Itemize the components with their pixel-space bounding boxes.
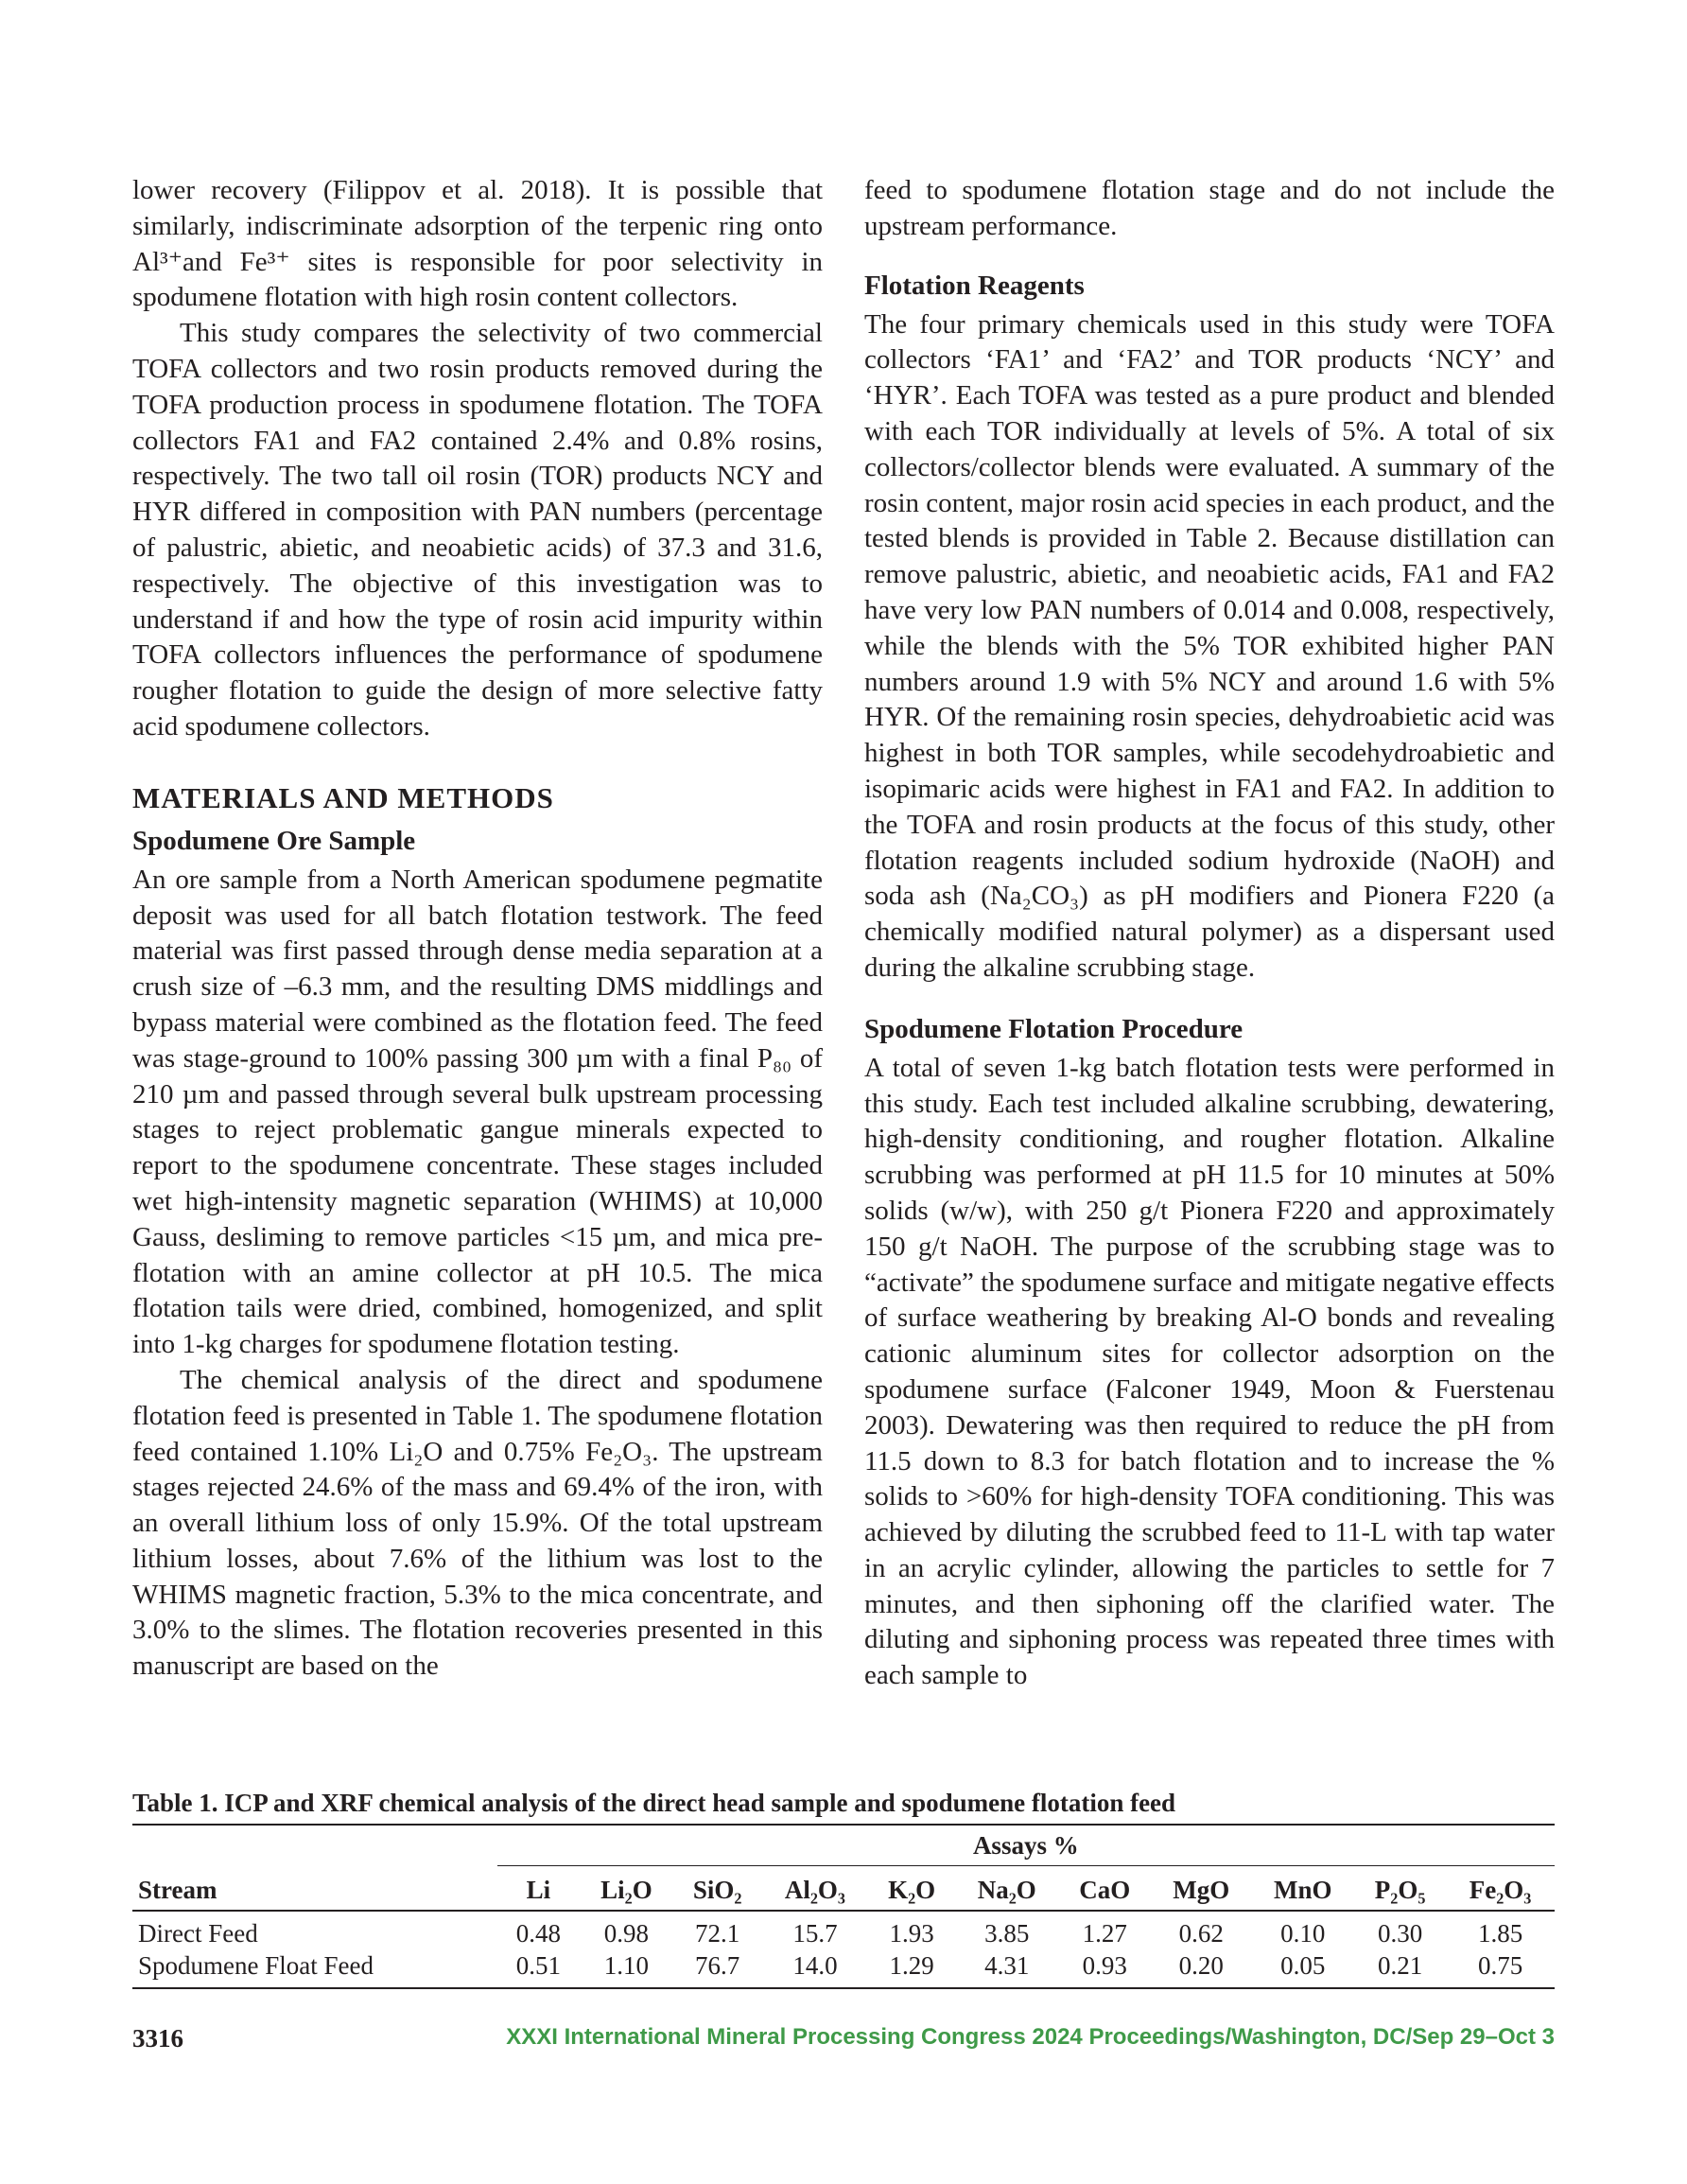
column-header: Al₂O₃ <box>784 1876 846 1904</box>
column-header: Li₂O <box>600 1876 652 1904</box>
stream-cell: Spodumene Float Feed <box>138 1951 374 1980</box>
value-cell: 0.30 <box>1377 1919 1423 1948</box>
paragraph: lower recovery (Filippov et al. 2018). It is possible that similarly, indiscriminate adsorption of the terpenic ring onto Al³⁺and Fe³⁺ sites is responsible for poor selectivity in spodumene flotation with high rosin content collectors. <box>132 175 823 313</box>
value-cell: 14.0 <box>792 1951 838 1980</box>
paragraph: The four primary chemicals used in this study were TOFA collectors ‘FA1’ and ‘FA2’ and TOR products ‘NCY’ and ‘HYR’. Each TOFA was tested as a pure product and blended with each TOR individually at levels of 5%. A total of six collectors/collector blends were evaluated. A summary of the rosin content, major rosin acid species in each product, and the tested blends is provided in Table 2. Because distillation can remove palustric, abietic, and neoabietic acids, FA1 and FA2 have very low PAN numbers of 0.014 and 0.008, respectively, while the blends with the 5% TOR exhibited higher PAN numbers around 1.9 with 5% NCY and around 1.6 with 5% HYR. Of the remaining rosin species, dehydroabietic acid was highest in both TOR samples, while secodehydroabietic and isopimaric acids were highest in FA1 and FA2. In addition to the TOFA and rosin products at the focus of this study, other flotation reagents included sodium hydroxide (NaOH) and soda ash (Na₂CO₃) as pH modifiers and Pionera F220 (a chemically modified natural polymer) as a dispersant used during the alkaline scrubbing stage. <box>864 308 1555 983</box>
footer-title: XXXI International Mineral Processing Congress 2024 Proceedings/Washington, DC/Sep 29–Oct 3 <box>506 2024 1555 2050</box>
value-cell: 15.7 <box>792 1919 838 1948</box>
paragraph: The chemical analysis of the direct and spodumene flotation feed is presented in Table 1. The spodumene flotation feed contained 1.10% Li₂O and 0.75% Fe₂O₃. The upstream stages rejected 24.6% of the mass and 69.4% of the iron, with an overall lithium loss of only 15.9%. Of the total upstream lithium losses, about 7.6% of the lithium was lost to the WHIMS magnetic fraction, 5.3% to the mica concentrate, and 3.0% to the slimes. The flotation recoveries presented in this manuscript are based on the <box>132 1364 823 1682</box>
column-header: P₂O₅ <box>1374 1876 1426 1904</box>
page-number: 3316 <box>132 2024 183 2053</box>
value-cell: 0.51 <box>515 1951 562 1980</box>
column-header: Fe₂O₃ <box>1469 1876 1532 1904</box>
value-cell: 1.85 <box>1477 1919 1523 1948</box>
assay-table <box>132 1824 1555 1989</box>
table-row <box>132 1911 1555 1949</box>
value-cell: 0.10 <box>1280 1919 1326 1948</box>
column-header: SiO₂ <box>692 1876 742 1904</box>
value-cell: 0.05 <box>1280 1951 1326 1980</box>
assays-group-header: Assays % <box>497 1825 1555 1866</box>
value-cell: 3.85 <box>984 1919 1030 1948</box>
page-footer <box>132 2024 1555 2062</box>
column-header: CaO <box>1079 1876 1131 1904</box>
subsection-heading: Flotation Reagents <box>864 270 1085 301</box>
value-cell: 76.7 <box>695 1951 740 1980</box>
section-heading: MATERIALS AND METHODS <box>132 780 554 814</box>
value-cell: 1.10 <box>603 1951 650 1980</box>
column-header: Na₂O <box>977 1876 1036 1904</box>
value-cell: 0.21 <box>1377 1951 1423 1980</box>
value-cell: 0.75 <box>1477 1951 1523 1980</box>
value-cell: 1.27 <box>1082 1919 1127 1948</box>
paragraph: A total of seven 1-kg batch flotation tests were performed in this study. Each test included alkaline scrubbing, dewatering, high-density conditioning, and rougher flotation. Alkaline scrubbing was performed at pH 11.5 for 10 minutes at 50% solids (w/w), with 250 g/t Pionera F220 and approximately 150 g/t NaOH. The purpose of the scrubbing stage was to “activate” the spodumene surface and mitigate negative effects of surface weathering by breaking Al-O bonds and revealing cationic aluminum sites for collector adsorption on the spodumene surface (Falconer 1949, Moon & Fuerstenau 2003). Dewatering was then required to reduce the pH from 11.5 down to 8.3 for batch flotation and to increase the % solids to >60% for high-density TOFA conditioning. This was achieved by diluting the scrubbed feed to 11-L with tap water in an acrylic cylinder, allowing the particles to settle for 7 minutes, and then siphoning off the clarified water. The diluting and siphoning process was repeated three times with each sample to <box>864 1052 1555 1691</box>
stream-cell: Direct Feed <box>138 1919 258 1948</box>
column-header: Li <box>526 1876 551 1904</box>
empty-header-cell <box>132 1825 497 1866</box>
left-column <box>132 173 823 1685</box>
paragraph: An ore sample from a North American spodumene pegmatite deposit was used for all batch flotation testwork. The feed material was first passed through dense media separation at a crush size of –6.3 mm, and the resulting DMS middlings and bypass material were combined as the flotation feed. The feed was stage-ground to 100% passing 300 µm with a final P₈₀ of 210 µm and passed through several bulk upstream processing stages to reject problematic gangue minerals expected to report to the spodumene concentrate. These stages included wet high-intensity magnetic separation (WHIMS) at 10,000 Gauss, desliming to remove particles <15 µm, and mica pre-flotation with an amine collector at pH 10.5. The mica flotation tails were dried, combined, homogenized, and split into 1-kg charges for spodumene flotation testing. <box>132 864 823 1360</box>
value-cell: 72.1 <box>695 1919 740 1948</box>
paragraph: This study compares the selectivity of two commercial TOFA collectors and two rosin products removed during the TOFA production process in spodumene flotation. The TOFA collectors FA1 and FA2 contained 2.4% and 0.8% rosins, respectively. The two tall oil rosin (TOR) products NCY and HYR differed in composition with PAN numbers (percentage of palustric, abietic, and neoabietic acids) of 37.3 and 31.6, respectively. The objective of this investigation was to understand if and how the type of rosin acid impurity within TOFA collectors influences the performance of spodumene rougher flotation to guide the design of more selective fatty acid spodumene collectors. <box>132 318 823 742</box>
column-header: MgO <box>1173 1876 1230 1904</box>
value-cell: 0.93 <box>1082 1951 1127 1980</box>
value-cell: 0.48 <box>515 1919 562 1948</box>
value-cell: 0.20 <box>1178 1951 1224 1980</box>
column-header: MnO <box>1273 1876 1332 1904</box>
paragraph: feed to spodumene flotation stage and do not include the upstream performance. <box>864 175 1555 241</box>
subsection-heading: Spodumene Ore Sample <box>132 825 416 856</box>
value-cell: 4.31 <box>984 1951 1030 1980</box>
value-cell: 1.93 <box>889 1919 934 1948</box>
value-cell: 0.62 <box>1178 1919 1224 1948</box>
right-column <box>864 173 1555 1694</box>
subsection-heading: Spodumene Flotation Procedure <box>864 1013 1244 1044</box>
table-row <box>132 1949 1555 1988</box>
value-cell: 1.29 <box>889 1951 934 1980</box>
stream-header: Stream <box>138 1875 217 1904</box>
table-1 <box>132 1786 1555 1989</box>
value-cell: 0.98 <box>603 1919 650 1948</box>
column-header: K₂O <box>888 1876 936 1904</box>
table-caption: Table 1. ICP and XRF chemical analysis of the direct head sample and spodumene flotation feed <box>132 1789 1176 1817</box>
